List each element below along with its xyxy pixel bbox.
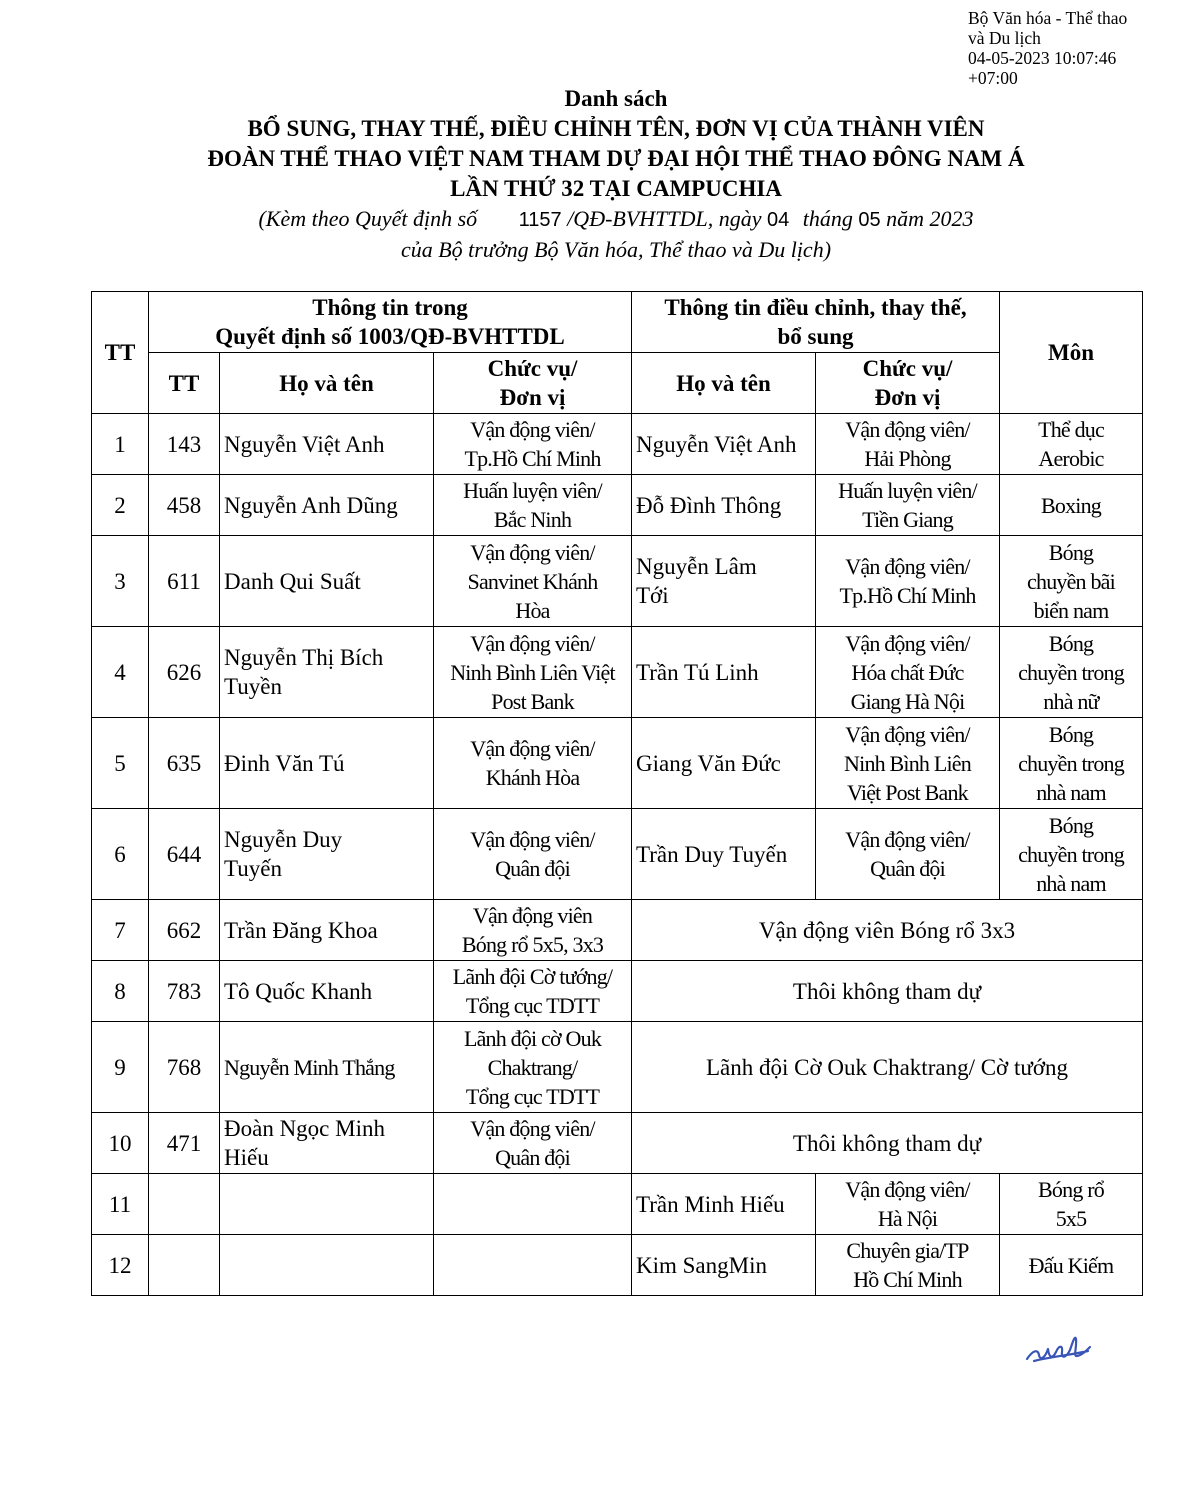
new-name-line: Trần Tú Linh [636, 659, 759, 685]
old-role [434, 627, 632, 718]
old-role [434, 961, 632, 1022]
mon-line: Đấu Kiếm [1028, 1252, 1114, 1278]
new-name [632, 414, 816, 475]
old-role-line: Quân đội [495, 1145, 570, 1170]
new-role-line: Vận động viên/ [845, 827, 970, 852]
new-name-line: Nguyễn Lâm [636, 554, 757, 579]
merged-adjustment: Thôi không tham dự [632, 1113, 1143, 1174]
new-role [816, 627, 1000, 718]
mon-line: nhà nữ [1043, 688, 1099, 714]
digital-signature-stamp [968, 8, 1173, 88]
row-old-tt: 644 [149, 809, 220, 900]
new-role [816, 414, 1000, 475]
row-old-tt: 143 [149, 414, 220, 475]
mon-line: biển nam [1033, 597, 1109, 623]
new-role-line: Quân đội [870, 856, 945, 881]
old-role-line: Ninh Bình Liên Việt [450, 659, 615, 685]
old-role [434, 414, 632, 475]
new-role-line: Huấn luyện viên/ [838, 478, 977, 503]
row-tt: 3 [92, 536, 149, 627]
new-role [816, 718, 1000, 809]
old-name [220, 1174, 434, 1235]
new-name-line: Kim SangMin [636, 1252, 767, 1278]
mon-line: Bóng [1048, 812, 1094, 838]
old-name [220, 718, 434, 809]
new-name [632, 536, 816, 627]
new-role-line: Tiền Giang [862, 507, 953, 532]
mon-line: Aerobic [1038, 446, 1104, 471]
row-old-tt [149, 1235, 220, 1296]
new-role-line: Ninh Bình Liên [844, 750, 971, 776]
header-old-name: Họ và tên [220, 353, 434, 414]
row-old-tt: 783 [149, 961, 220, 1022]
decision-year: năm 2023 [886, 206, 974, 231]
mon-line: chuyền trong [1018, 659, 1124, 685]
new-name [632, 627, 816, 718]
old-role-line: Sanvinet Khánh [467, 568, 598, 594]
old-role-line: Tp.Hồ Chí Minh [464, 446, 601, 471]
old-name-line: Nguyễn Minh Thắng [224, 1054, 395, 1080]
document-subtitle-line: ĐOÀN THỂ THAO VIỆT NAM THAM DỰ ĐẠI HỘI THỂ THAO ĐÔNG NAM Á [207, 146, 1025, 171]
old-role-line: Vận động viên/ [470, 827, 595, 852]
mon-line: nhà nam [1036, 870, 1106, 896]
table-row [92, 1022, 1143, 1113]
table-row [92, 1235, 1143, 1296]
header-new-role-line: Đơn vị [874, 385, 941, 410]
header-new-info-line: Thông tin điều chỉnh, thay thế, [664, 295, 967, 320]
row-old-tt: 626 [149, 627, 220, 718]
header-old-tt: TT [149, 353, 220, 414]
old-name-line: Hiếu [224, 1145, 269, 1170]
table-row [92, 961, 1143, 1022]
new-name-line: Trần Minh Hiếu [636, 1191, 785, 1217]
new-role-line: Việt Post Bank [847, 779, 968, 805]
mon-line: Boxing [1041, 492, 1101, 518]
table-row [92, 475, 1143, 536]
old-role [434, 900, 632, 961]
mon-line: chuyền bãi [1027, 568, 1115, 594]
new-role-line: Vận động viên/ [845, 554, 970, 579]
row-tt: 9 [92, 1022, 149, 1113]
mon [1000, 809, 1143, 900]
decision-month-label: tháng [802, 206, 853, 231]
handwritten-initials [1022, 1330, 1094, 1368]
row-tt: 5 [92, 718, 149, 809]
mon-line: 5x5 [1055, 1206, 1087, 1231]
mon-line: Bóng rổ [1038, 1177, 1104, 1202]
old-role-line: Huấn luyện viên/ [463, 478, 602, 503]
decision-prefix: (Kèm theo Quyết định số [258, 206, 478, 231]
old-role-line: Vận động viên/ [470, 1116, 595, 1141]
new-name-line: Đỗ Đình Thông [636, 492, 782, 518]
new-role-line: Vận động viên/ [845, 721, 970, 747]
row-old-tt: 611 [149, 536, 220, 627]
table-row [92, 1113, 1143, 1174]
new-name-line: Nguyễn Việt Anh [636, 431, 797, 457]
row-old-tt: 458 [149, 475, 220, 536]
old-role-line: Khánh Hòa [485, 765, 580, 790]
old-name [220, 900, 434, 961]
row-tt: 4 [92, 627, 149, 718]
new-role-line: Hải Phòng [864, 446, 951, 471]
row-tt: 10 [92, 1113, 149, 1174]
new-name [632, 809, 816, 900]
new-role-line: Vận động viên/ [845, 417, 970, 442]
new-role [816, 1174, 1000, 1235]
header-tt: TT [92, 292, 149, 414]
old-name-line: Tuyền [224, 674, 282, 699]
new-name [632, 718, 816, 809]
new-name [632, 1174, 816, 1235]
merged-adjustment: Thôi không tham dự [632, 961, 1143, 1022]
old-name-line: Danh Qui Suất [224, 568, 361, 594]
old-role [434, 536, 632, 627]
mon-line: nhà nam [1036, 779, 1106, 805]
old-name-line: Tuyến [224, 856, 282, 881]
new-name-line: Giang Văn Đức [636, 750, 781, 776]
header-row-sub [92, 353, 1143, 414]
merged-adjustment: Vận động viên Bóng rổ 3x3 [632, 900, 1143, 961]
header-old-role [434, 353, 632, 414]
row-old-tt: 662 [149, 900, 220, 961]
table-row [92, 536, 1143, 627]
decision-day: 04 [767, 209, 790, 231]
old-role-line: Lãnh đội cờ Ouk [463, 1025, 602, 1051]
old-role [434, 718, 632, 809]
decision-number: 1157 [518, 209, 562, 231]
header-old-role-line: Chức vụ/ [487, 356, 578, 381]
old-role-line: Tổng cục TDTT [465, 1083, 600, 1109]
new-name-line: Tới [636, 583, 669, 608]
row-tt: 7 [92, 900, 149, 961]
header-old-role-line: Đơn vị [499, 385, 566, 410]
document-subtitle-line: BỔ SUNG, THAY THẾ, ĐIỀU CHỈNH TÊN, ĐƠN VỊ CỦA THÀNH VIÊN [247, 116, 985, 141]
row-tt: 1 [92, 414, 149, 475]
old-name-line: Trần Đăng Khoa [224, 917, 378, 943]
table-row [92, 1174, 1143, 1235]
table-row [92, 627, 1143, 718]
table-row [92, 809, 1143, 900]
row-old-tt: 768 [149, 1022, 220, 1113]
new-role-line: Chuyên gia/TP [846, 1238, 969, 1263]
row-old-tt [149, 1174, 220, 1235]
new-role-line: Hồ Chí Minh [853, 1267, 962, 1292]
old-role-line: Chaktrang/ [487, 1054, 578, 1080]
document-subtitle-line: LẦN THỨ 32 TẠI CAMPUCHIA [450, 176, 782, 201]
header-old-info-line: Thông tin trong [312, 295, 468, 320]
member-adjustment-table [91, 291, 1143, 1296]
new-name [632, 475, 816, 536]
new-role [816, 475, 1000, 536]
old-role-line: Hòa [515, 597, 550, 623]
old-role-line: Bóng rổ 5x5, 3x3 [461, 932, 604, 957]
old-name [220, 414, 434, 475]
header-new-info-line: bổ sung [777, 324, 854, 349]
mon [1000, 627, 1143, 718]
old-role [434, 1022, 632, 1113]
old-name-line: Nguyễn Việt Anh [224, 431, 385, 457]
stamp-line: 04-05-2023 10:07:46 [968, 48, 1117, 68]
mon-line: chuyền trong [1018, 841, 1124, 867]
old-name [220, 1113, 434, 1174]
old-role-line: Lãnh đội Cờ tướng/ [452, 964, 613, 989]
stamp-line: và Du lịch [968, 28, 1041, 48]
old-role-line: Bắc Ninh [493, 507, 572, 532]
mon-line: chuyền trong [1018, 750, 1124, 776]
old-role-line: Post Bank [491, 688, 574, 714]
stamp-line: Bộ Văn hóa - Thể thao [968, 8, 1128, 28]
header-mon: Môn [1000, 292, 1143, 414]
old-name-line: Nguyễn Anh Dũng [224, 492, 398, 518]
mon-line: Thể dục [1038, 417, 1104, 442]
new-role-line: Tp.Hồ Chí Minh [839, 583, 976, 608]
merged-adjustment: Lãnh đội Cờ Ouk Chaktrang/ Cờ tướng [632, 1022, 1143, 1113]
old-name [220, 1022, 434, 1113]
header-new-role-line: Chức vụ/ [862, 356, 953, 381]
decision-month: 05 [858, 209, 881, 231]
decision-mid: /QĐ-BVHTTDL, ngày [567, 206, 762, 231]
mon-line: Bóng [1048, 721, 1094, 747]
old-name-line: Tô Quốc Khanh [224, 978, 373, 1004]
row-tt: 6 [92, 809, 149, 900]
old-name [220, 809, 434, 900]
new-role [816, 536, 1000, 627]
mon [1000, 1174, 1143, 1235]
decision-reference [0, 204, 1180, 235]
mon [1000, 536, 1143, 627]
mon [1000, 718, 1143, 809]
old-role [434, 809, 632, 900]
document-header [0, 84, 1180, 265]
old-role-line: Vận động viên/ [470, 417, 595, 442]
header-new-info [632, 292, 1000, 353]
new-role-line: Hóa chất Đức [851, 659, 964, 685]
old-role [434, 1113, 632, 1174]
decision-authority: của Bộ trưởng Bộ Văn hóa, Thể thao và Du lịch) [400, 237, 832, 262]
new-role [816, 809, 1000, 900]
old-role-line: Quân đội [495, 856, 570, 881]
old-role-line: Vận động viên [472, 903, 593, 928]
header-old-info [149, 292, 632, 353]
old-role [434, 1174, 632, 1235]
old-name [220, 1235, 434, 1296]
old-name-line: Đoàn Ngọc Minh [224, 1116, 385, 1141]
mon [1000, 1235, 1143, 1296]
old-name [220, 961, 434, 1022]
table-row [92, 900, 1143, 961]
row-old-tt: 471 [149, 1113, 220, 1174]
header-row-group [92, 292, 1143, 353]
old-name-line: Đinh Văn Tú [224, 750, 345, 776]
old-role [434, 1235, 632, 1296]
new-role [816, 1235, 1000, 1296]
new-role-line: Vận động viên/ [845, 630, 970, 656]
new-name [632, 1235, 816, 1296]
table-body [92, 414, 1143, 1296]
table-row [92, 718, 1143, 809]
row-tt: 8 [92, 961, 149, 1022]
row-tt: 2 [92, 475, 149, 536]
old-role-line: Vận động viên/ [470, 539, 595, 565]
old-role [434, 475, 632, 536]
new-role-line: Giang Hà Nội [850, 688, 965, 714]
old-role-line: Vận động viên/ [470, 736, 595, 761]
row-tt: 12 [92, 1235, 149, 1296]
old-name-line: Nguyễn Thị Bích [224, 645, 384, 670]
new-name-line: Trần Duy Tuyến [636, 841, 788, 867]
header-old-info-line: Quyết định số 1003/QĐ-BVHTTDL [215, 324, 565, 349]
header-new-role [816, 353, 1000, 414]
old-role-line: Vận động viên/ [470, 630, 595, 656]
old-name [220, 536, 434, 627]
old-name [220, 475, 434, 536]
row-old-tt: 635 [149, 718, 220, 809]
stamp-line: +07:00 [968, 68, 1018, 88]
old-name-line: Nguyễn Duy [224, 827, 343, 852]
header-new-name: Họ và tên [632, 353, 816, 414]
mon [1000, 414, 1143, 475]
new-role-line: Vận động viên/ [845, 1177, 970, 1202]
new-role-line: Hà Nội [877, 1206, 938, 1231]
old-name [220, 627, 434, 718]
mon-line: Bóng [1048, 539, 1094, 565]
mon [1000, 475, 1143, 536]
table-row [92, 414, 1143, 475]
mon-line: Bóng [1048, 630, 1094, 656]
document-title: Danh sách [564, 86, 668, 111]
old-role-line: Tổng cục TDTT [465, 993, 600, 1018]
row-tt: 11 [92, 1174, 149, 1235]
